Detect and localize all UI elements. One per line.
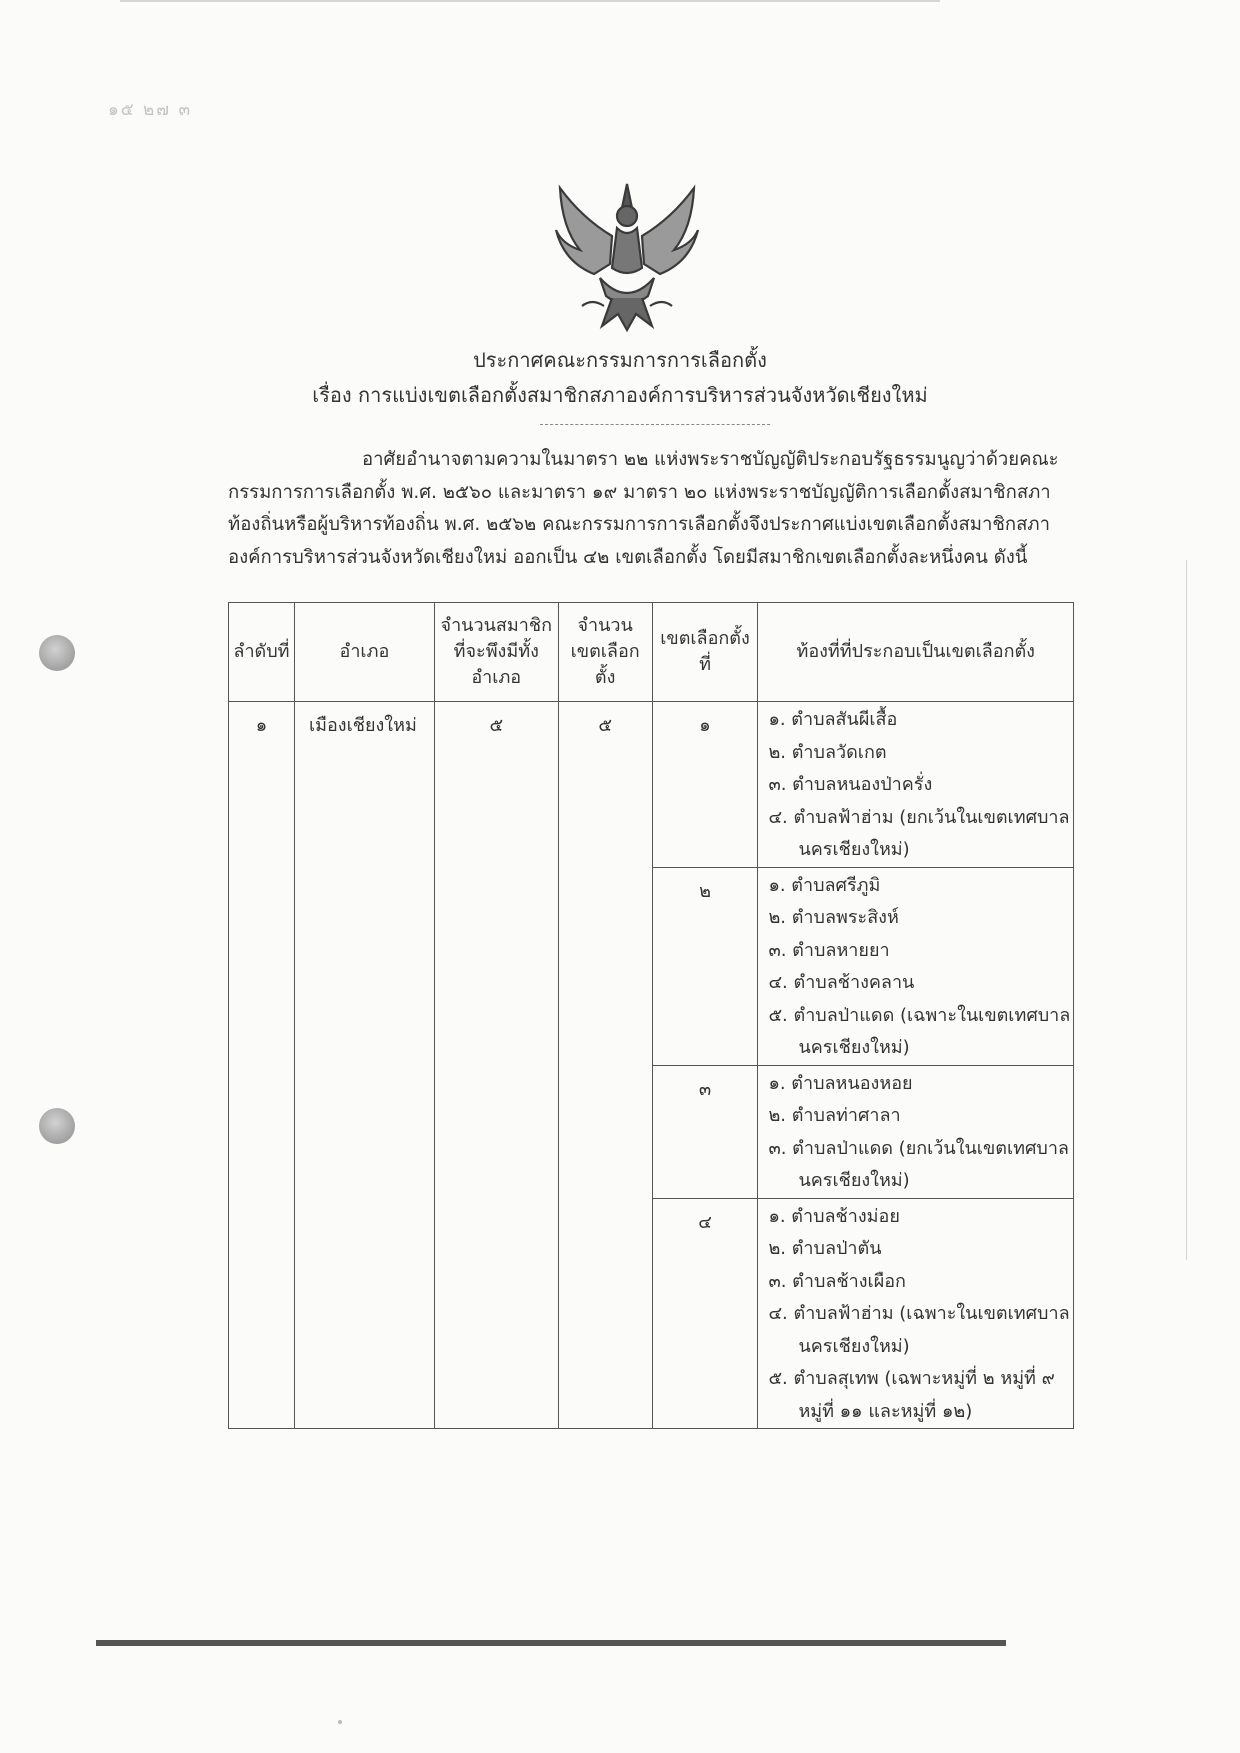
faded-stamp: ๑๕ ๒๗ ๓ <box>108 100 193 120</box>
page-title: ประกาศคณะกรรมการการเลือกตั้ง <box>473 348 767 372</box>
cell-members: ๕ <box>434 702 558 1429</box>
header-members: จำนวนสมาชิกที่จะพึงมีทั้งอำเภอ <box>434 603 558 702</box>
cell-district: เมืองเชียงใหม่ <box>294 702 434 1429</box>
area-list <box>768 1201 1073 1429</box>
header-order: ลำดับที่ <box>229 603 295 702</box>
header-district: อำเภอ <box>294 603 434 702</box>
divider <box>540 424 770 425</box>
cell-areas <box>758 1198 1074 1429</box>
body-paragraph <box>228 444 1068 574</box>
list-item: ๓. ตำบลหายยา <box>768 939 890 961</box>
list-item: ๑. ตำบลหนองหอย <box>768 1072 913 1094</box>
header-zones: จำนวนเขตเลือกตั้ง <box>558 603 652 702</box>
list-item: ๕. ตำบลป่าแดด (เฉพาะในเขตเทศบาลนครเชียงใหม่) <box>768 1004 1071 1058</box>
list-item: ๓. ตำบลป่าแดด (ยกเว้นในเขตเทศบาลนครเชียงใหม่) <box>768 1137 1069 1191</box>
cell-order: ๑ <box>229 702 295 1429</box>
scan-bottom-bar <box>96 1640 1006 1646</box>
list-item: ๔. ตำบลฟ้าฮ่าม (เฉพาะในเขตเทศบาลนครเชียงใหม่) <box>768 1303 1070 1357</box>
cell-zone-no: ๑ <box>652 702 758 868</box>
area-list <box>768 1068 1073 1198</box>
list-item: ๔. ตำบลช้างคลาน <box>768 972 915 993</box>
table-header-row <box>229 603 1074 702</box>
list-item: ๒. ตำบลวัดเกต <box>768 741 887 763</box>
area-list <box>768 704 1073 867</box>
cell-areas <box>758 702 1074 868</box>
cell-areas <box>758 1065 1074 1198</box>
punch-hole <box>39 635 75 671</box>
body-paragraph-text: อาศัยอำนาจตามความในมาตรา ๒๒ แห่งพระราชบัญญัติประกอบรัฐธรรมนูญว่าด้วยคณะกรรมการการเลือกตั้ง พ.ศ. ๒๕๖๐ และมาตรา ๑๙ มาตรา ๒๐ แห่งพระราชบัญญัติการเลือกตั้งสมาชิกสภาท้องถิ่นหรือผู้บริหารท้องถิ่น พ.ศ. ๒๕๖๒ คณะกรรมการการเลือกตั้งจึงประกาศแบ่งเขตเลือกตั้งสมาชิกสภาองค์การบริหารส่วนจังหวัดเชียงใหม่ ออกเป็น ๔๒ เขตเลือกตั้ง โดยมีสมาชิกเขตเลือกตั้งละหนึ่งคน ดังนี้ <box>228 449 1059 568</box>
cell-zone-no: ๓ <box>652 1065 758 1198</box>
list-item: ๒. ตำบลท่าศาลา <box>768 1105 901 1126</box>
header-areas: ท้องที่ที่ประกอบเป็นเขตเลือกตั้ง <box>758 603 1074 702</box>
list-item: ๒. ตำบลป่าตัน <box>768 1238 882 1259</box>
cell-areas <box>758 867 1074 1065</box>
list-item: ๑. ตำบลศรีภูมิ <box>768 874 881 896</box>
punch-hole <box>39 1108 75 1144</box>
list-item: ๓. ตำบลช้างเผือก <box>768 1270 906 1292</box>
list-item: ๑. ตำบลสันผีเสื้อ <box>768 709 898 730</box>
cell-zone-no: ๒ <box>652 867 758 1065</box>
table-row <box>229 702 1074 868</box>
scan-margin-line <box>1186 560 1187 1260</box>
area-list <box>768 870 1073 1065</box>
garuda-emblem <box>552 178 702 336</box>
list-item: ๒. ตำบลพระสิงห์ <box>768 907 899 928</box>
list-item: ๔. ตำบลฟ้าฮ่าม (ยกเว้นในเขตเทศบาลนครเชียงใหม่) <box>768 806 1070 860</box>
district-table <box>228 602 1074 1429</box>
list-item: ๑. ตำบลช้างม่อย <box>768 1205 900 1227</box>
header-zone-no: เขตเลือกตั้งที่ <box>652 603 758 702</box>
list-item: ๕. ตำบลสุเทพ (เฉพาะหมู่ที่ ๒ หมู่ที่ ๙ หมู่ที่ ๑๑ และหมู่ที่ ๑๒) <box>768 1368 1055 1422</box>
cell-zone-no: ๔ <box>652 1198 758 1429</box>
page-subject: เรื่อง การแบ่งเขตเลือกตั้งสมาชิกสภาองค์การบริหารส่วนจังหวัดเชียงใหม่ <box>312 383 928 407</box>
scan-speck <box>338 1720 342 1724</box>
list-item: ๓. ตำบลหนองป่าครั่ง <box>768 774 933 795</box>
cell-zones: ๕ <box>558 702 652 1429</box>
scan-edge <box>120 0 940 2</box>
